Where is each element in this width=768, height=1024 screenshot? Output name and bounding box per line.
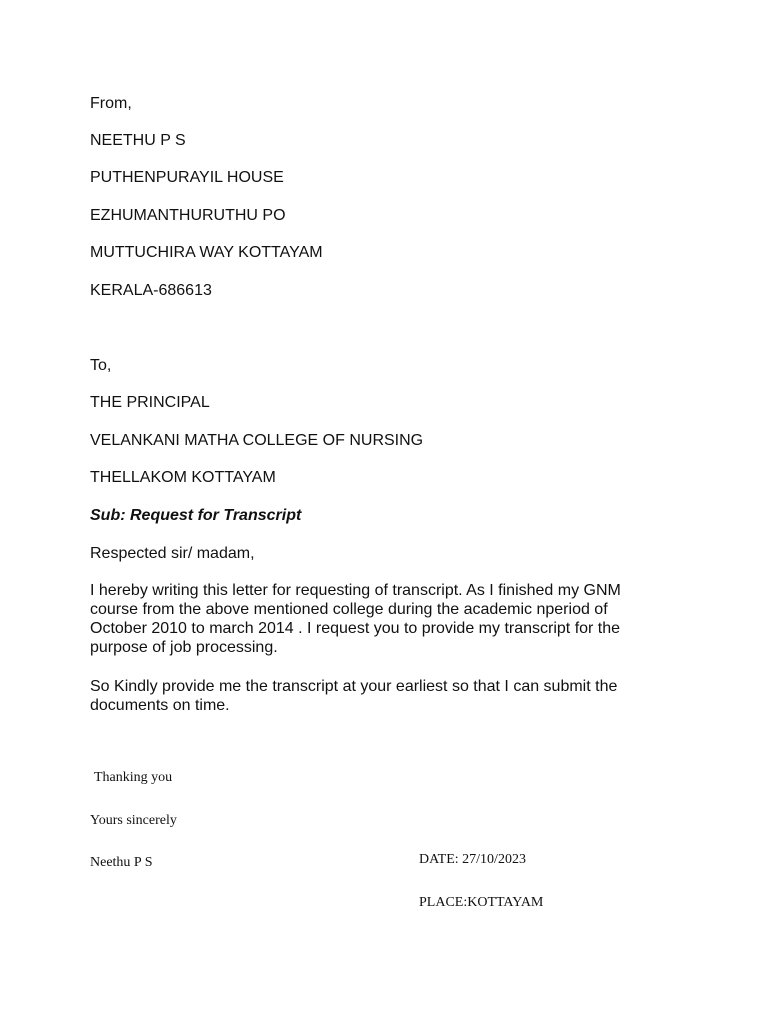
date-line: DATE: 27/10/2023: [419, 852, 526, 867]
sender-name: NEETHU P S: [90, 132, 186, 149]
closing-regards: Yours sincerely: [90, 813, 177, 828]
salutation: Respected sir/ madam,: [90, 545, 255, 562]
body-paragraph-2: So Kindly provide me the transcript at your earliest so that I can submit the documents on time.: [90, 678, 618, 714]
sender-address-line-4: KERALA-686613: [90, 282, 212, 299]
thanking-line: Thanking you: [94, 770, 173, 785]
place-line: PLACE:KOTTAYAM: [419, 895, 544, 910]
from-label: From,: [90, 95, 132, 112]
sender-address-line-3: MUTTUCHIRA WAY KOTTAYAM: [90, 244, 323, 261]
body-paragraph-1: I hereby writing this letter for requesting of transcript. As I finished my GNM course from the above mentioned college during the academic nperiod of October 2010 to march 2014 . I request you to provide my transcript for the purpose of job processing.: [90, 582, 621, 656]
subject-line: Sub: Request for Transcript: [90, 507, 302, 524]
to-label: To,: [90, 357, 112, 374]
sender-address-line-1: PUTHENPURAYIL HOUSE: [90, 169, 284, 186]
recipient-location: THELLAKOM KOTTAYAM: [90, 469, 276, 486]
recipient-title: THE PRINCIPAL: [90, 394, 210, 411]
recipient-institution: VELANKANI MATHA COLLEGE OF NURSING: [90, 432, 424, 449]
signature-name: Neethu P S: [90, 855, 153, 870]
sender-address-line-2: EZHUMANTHURUTHU PO: [90, 207, 286, 224]
